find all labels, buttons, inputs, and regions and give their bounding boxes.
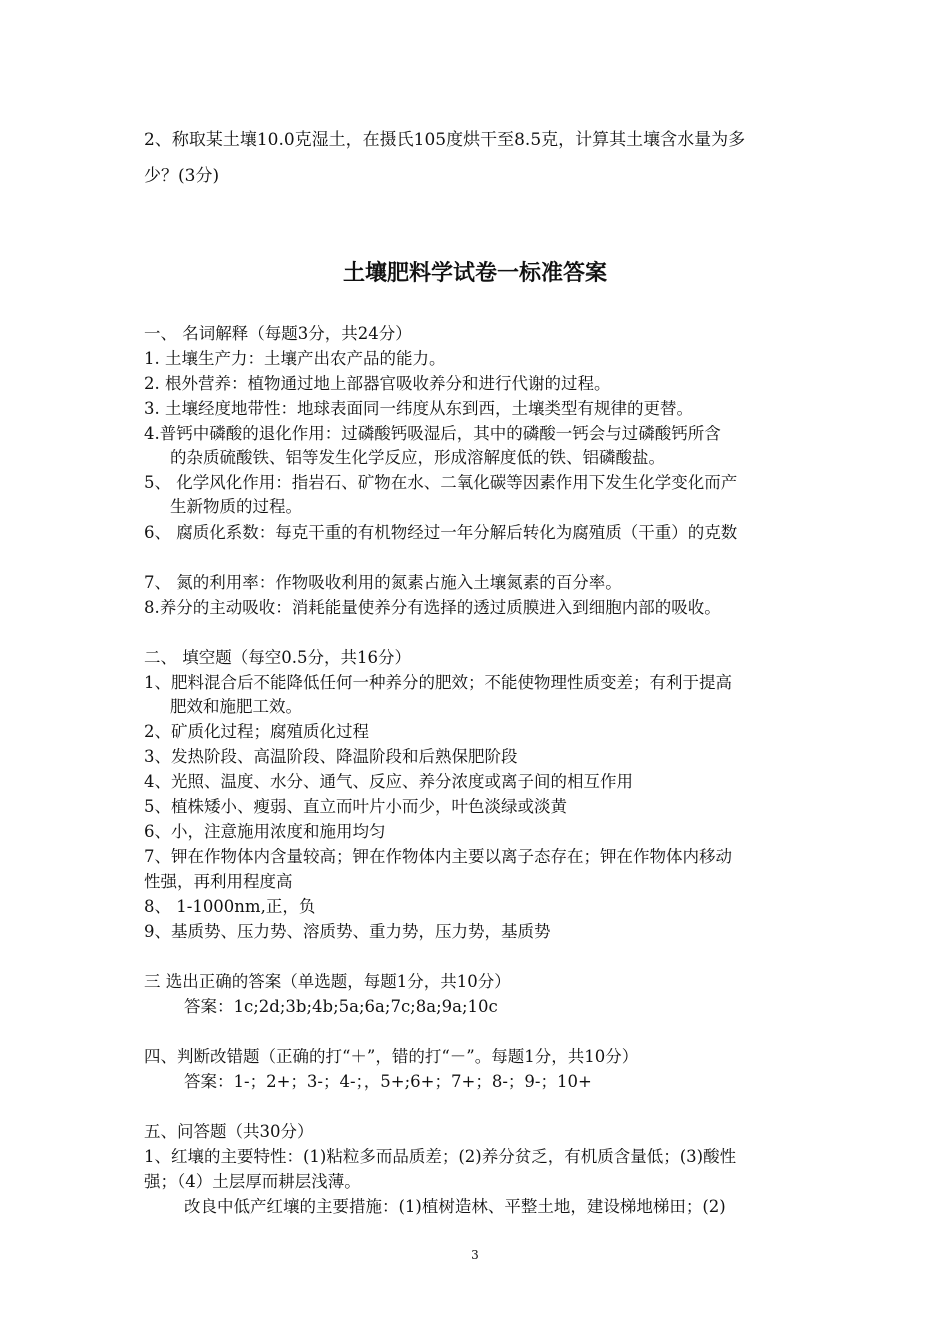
section-2-item: 8、 1-1000nm,正，负 — [144, 897, 316, 916]
section-5-heading: 五、问答题（共30分） — [144, 1122, 314, 1141]
section-1-item: 1. 土壤生产力：土壤产出农产品的能力。 — [144, 349, 446, 368]
section-2-item: 5、植株矮小、瘦弱、直立而叶片小而少，叶色淡绿或淡黄 — [144, 797, 567, 816]
section-3-heading: 三 选出正确的答案（单选题，每题1分，共10分） — [144, 972, 511, 991]
page-number: 3 — [471, 1248, 479, 1262]
section-1-item: 8.养分的主动吸收：消耗能量使养分有选择的透过质膜进入到细胞内部的吸收。 — [144, 598, 721, 617]
section-5-item: 1、红壤的主要特性：(1)粘粒多而品质差；(2)养分贫乏，有机质含量低；(3)酸性 — [144, 1147, 737, 1166]
section-2-item-cont: 肥效和施肥工效。 — [170, 697, 302, 716]
section-3-answer: 答案：1c;2d;3b;4b;5a;6a;7c;8a;9a;10c — [184, 997, 498, 1016]
intro-line-2: 少？(3分) — [144, 166, 220, 186]
section-2-heading: 二、 填空题（每空0.5分，共16分） — [144, 648, 411, 667]
section-1-item: 5、 化学风化作用：指岩石、矿物在水、二氧化碳等因素作用下发生化学变化而产 — [144, 473, 738, 492]
section-2-item: 1、肥料混合后不能降低任何一种养分的肥效；不能使物理性质变差；有利于提高 — [144, 673, 732, 692]
intro-line-1: 2、称取某土壤10.0克湿土，在摄氏105度烘干至8.5克，计算其土壤含水量为多 — [144, 130, 746, 150]
page-title: 土壤肥料学试卷一标准答案 — [342, 260, 607, 286]
section-2-item: 7、钾在作物体内含量较高；钾在作物体内主要以离子态存在；钾在作物体内移动 — [144, 847, 732, 866]
section-2-item-cont: 性强，再利用程度高 — [144, 872, 293, 891]
section-4-heading: 四、判断改错题（正确的打“＋”，错的打“－”。每题1分，共10分） — [144, 1047, 639, 1066]
section-1-item: 6、 腐质化系数：每克干重的有机物经过一年分解后转化为腐殖质（干重）的克数 — [144, 523, 738, 542]
section-1-item-cont: 生新物质的过程。 — [170, 497, 302, 516]
section-5-item: 改良中低产红壤的主要措施：(1)植树造林、平整土地，建设梯地梯田；(2) — [184, 1197, 726, 1216]
section-5-item-cont: 强；（4）土层厚而耕层浅薄。 — [144, 1172, 361, 1191]
section-1-item-cont: 的杂质硫酸铁、铝等发生化学反应，形成溶解度低的铁、铝磷酸盐。 — [170, 448, 665, 467]
section-1-item: 7、 氮的利用率：作物吸收利用的氮素占施入土壤氮素的百分率。 — [144, 573, 622, 592]
section-2-item: 6、小，注意施用浓度和施用均匀 — [144, 822, 386, 841]
section-1-item: 2. 根外营养：植物通过地上部器官吸收养分和进行代谢的过程。 — [144, 374, 611, 393]
section-2-item: 4、光照、温度、水分、通气、反应、养分浓度或离子间的相互作用 — [144, 772, 633, 791]
section-2-item: 3、发热阶段、高温阶段、降温阶段和后熟保肥阶段 — [144, 747, 518, 766]
section-4-answer: 答案：1-；2+；3-；4-；，5+;6+；7+；8-；9-；10+ — [184, 1072, 592, 1091]
section-1-heading: 一、 名词解释（每题3分，共24分） — [144, 324, 412, 343]
section-2-item: 9、基质势、压力势、溶质势、重力势，压力势，基质势 — [144, 922, 551, 941]
section-1-item: 3. 土壤经度地带性：地球表面同一纬度从东到西，土壤类型有规律的更替。 — [144, 399, 693, 418]
section-1-item: 4.普钙中磷酸的退化作用：过磷酸钙吸湿后，其中的磷酸一钙会与过磷酸钙所含 — [144, 424, 721, 443]
section-2-item: 2、矿质化过程；腐殖质化过程 — [144, 722, 369, 741]
